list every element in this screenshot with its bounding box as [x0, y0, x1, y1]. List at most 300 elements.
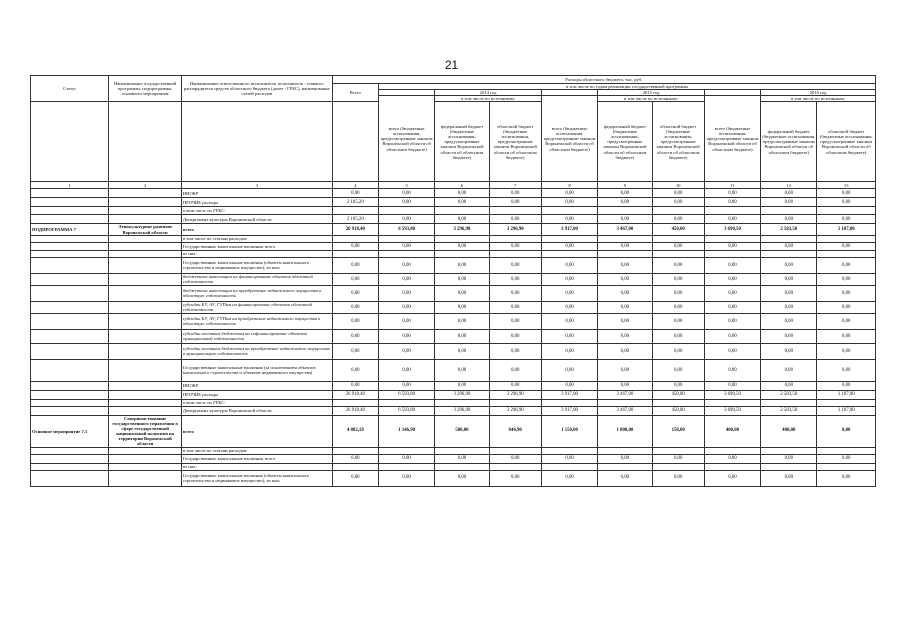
status-cell [31, 447, 109, 454]
value-cell: 3 296,90 [489, 406, 541, 415]
table-row [31, 235, 876, 242]
value-cell [489, 207, 541, 215]
program-name-cell [109, 301, 181, 313]
expense-item-cell: Департамент культуры Воронежской области [181, 406, 332, 415]
program-name-cell [109, 463, 181, 470]
value-cell: 0,00 [817, 343, 876, 359]
value-cell: 0,00 [704, 329, 760, 343]
status-cell [31, 470, 109, 486]
expense-item-cell: НИОКР [181, 381, 332, 390]
value-cell: 0,00 [378, 285, 434, 301]
program-name-cell [109, 207, 181, 215]
program-name-cell [109, 381, 181, 390]
value-cell: 0,00 [704, 343, 760, 359]
value-cell: 0,00 [817, 454, 876, 463]
value-cell: 3 296,90 [435, 406, 489, 415]
value-cell: 0,00 [598, 257, 652, 273]
column-number: 13 [817, 182, 876, 189]
value-cell: 0,00 [652, 343, 704, 359]
value-cell: 400,00 [761, 415, 817, 447]
header-status: Статус [31, 76, 109, 102]
value-cell [541, 447, 597, 454]
value-cell: 0,00 [541, 343, 597, 359]
value-cell: 646,90 [489, 415, 541, 447]
program-name-cell [109, 359, 181, 381]
value-cell: 0,00 [489, 343, 541, 359]
value-cell: 4 802,10 [332, 415, 378, 447]
value-cell [704, 463, 760, 470]
value-cell: 3 467,00 [598, 406, 652, 415]
value-cell: 0,00 [704, 359, 760, 381]
value-cell: 26 918,40 [332, 406, 378, 415]
column-number: 7 [489, 182, 541, 189]
header-expenses: Расходы областного бюджета, тыс. руб. [332, 76, 875, 84]
value-cell: 0,00 [541, 242, 597, 250]
value-cell: 0,00 [541, 198, 597, 207]
program-name-cell [109, 329, 181, 343]
value-cell [652, 207, 704, 215]
value-cell [489, 463, 541, 470]
value-cell: 0,00 [598, 215, 652, 224]
value-cell: 450,00 [652, 406, 704, 415]
value-cell: 0,00 [378, 470, 434, 486]
value-cell [598, 207, 652, 215]
value-cell: 0,00 [817, 242, 876, 250]
value-cell: 0,00 [489, 329, 541, 343]
value-cell: 0,00 [704, 301, 760, 313]
status-cell [31, 454, 109, 463]
value-cell: 2 583,50 [761, 406, 817, 415]
value-cell: 0,00 [598, 343, 652, 359]
value-cell: 0,00 [435, 285, 489, 301]
value-cell: 3 690,50 [704, 224, 760, 235]
status-cell [31, 313, 109, 329]
column-number: 1 [31, 182, 109, 189]
value-cell: 0,00 [378, 454, 434, 463]
value-cell [598, 399, 652, 406]
value-cell [652, 463, 704, 470]
value-cell: 0,00 [817, 273, 876, 285]
value-cell: 2 105,20 [332, 215, 378, 224]
value-cell: 0,00 [761, 215, 817, 224]
value-cell [817, 399, 876, 406]
expense-item-cell: Государственные капитальные вложения, всего [181, 454, 332, 463]
table-row [31, 313, 876, 329]
value-cell: 0,00 [652, 381, 704, 390]
table-row [31, 390, 876, 399]
value-cell: 3 296,90 [435, 390, 489, 399]
expense-item-cell: субсидии БУ, АУ, ГУПам на финансирование объектов областной собственности [181, 301, 332, 313]
value-cell [541, 235, 597, 242]
status-cell [31, 273, 109, 285]
value-cell: 0,00 [761, 257, 817, 273]
value-cell: 6 593,80 [378, 224, 434, 235]
status-cell [31, 301, 109, 313]
table-body [31, 189, 876, 486]
table-row [31, 242, 876, 250]
value-cell [704, 447, 760, 454]
value-cell: 0,00 [652, 257, 704, 273]
value-cell [761, 207, 817, 215]
expense-item-cell: субсидии местным бюджетам на приобретение недвижимого имущества в муниципальную собственность [181, 343, 332, 359]
header-src-all-2015: всего (бюджетные ассигнования, предусмотренные законом Воронежской области об областном бюджете) [541, 96, 597, 182]
value-cell: 0,00 [761, 343, 817, 359]
program-name-cell: Совершенствование государственного управления в сфере государственной национальной политики на территории Воронежской области [109, 415, 181, 447]
value-cell [704, 207, 760, 215]
expense-item-cell: из них: [181, 463, 332, 470]
expense-item-cell: Государственные капитальные вложения (объекты капитального строительства и недвижимое имущество), из них: [181, 257, 332, 273]
program-name-cell [109, 215, 181, 224]
value-cell: 0,00 [489, 215, 541, 224]
status-cell [31, 207, 109, 215]
status-cell [31, 242, 109, 250]
value-cell: 0,00 [704, 189, 760, 198]
status-cell [31, 285, 109, 301]
value-cell: 0,00 [332, 359, 378, 381]
value-cell: 0,00 [378, 329, 434, 343]
status-cell [31, 250, 109, 257]
header-executor-cont [181, 102, 332, 182]
value-cell: 0,00 [704, 215, 760, 224]
value-cell: 0,00 [761, 273, 817, 285]
program-name-cell [109, 454, 181, 463]
value-cell [652, 399, 704, 406]
table-row [31, 470, 876, 486]
expense-item-cell: Департамент культуры Воронежской области [181, 215, 332, 224]
value-cell [652, 235, 704, 242]
value-cell: 0,00 [652, 198, 704, 207]
value-cell [435, 250, 489, 257]
value-cell: 0,00 [435, 242, 489, 250]
value-cell [435, 235, 489, 242]
table-row [31, 406, 876, 415]
value-cell: 0,00 [761, 189, 817, 198]
table-row [31, 257, 876, 273]
value-cell: 0,00 [652, 454, 704, 463]
value-cell: 0,00 [435, 189, 489, 198]
status-cell [31, 390, 109, 399]
header-src-fed-2014: федеральный бюджет (бюджетные ассигнования, предусмотренные законом Воронежской области об областном бюджете) [435, 102, 489, 182]
value-cell [378, 235, 434, 242]
value-cell [817, 463, 876, 470]
expense-item-cell: в том числе по ГРБС: [181, 207, 332, 215]
header-2016: 2016 год [761, 90, 876, 96]
value-cell [435, 207, 489, 215]
value-cell: 0,00 [598, 454, 652, 463]
value-cell: 3 296,90 [435, 224, 489, 235]
value-cell [761, 463, 817, 470]
value-cell: 0,00 [541, 329, 597, 343]
value-cell: 0,00 [489, 470, 541, 486]
value-cell: 500,00 [435, 415, 489, 447]
value-cell: 0,00 [332, 343, 378, 359]
value-cell: 0,00 [435, 454, 489, 463]
value-cell: 450,00 [652, 390, 704, 399]
value-cell: 0,00 [817, 329, 876, 343]
value-cell [332, 207, 378, 215]
value-cell: 0,00 [598, 359, 652, 381]
value-cell: 0,00 [332, 189, 378, 198]
value-cell [332, 447, 378, 454]
value-cell: 0,00 [541, 257, 597, 273]
value-cell [598, 447, 652, 454]
header-2014: 2014 год [435, 90, 542, 96]
expense-item-cell: бюджетные инвестиции на финансирование объектов областной собственности [181, 273, 332, 285]
value-cell: 0,00 [652, 329, 704, 343]
value-cell: 0,00 [541, 189, 597, 198]
status-cell: ПОДПРОГРАММА 7 [31, 224, 109, 235]
program-name-cell [109, 399, 181, 406]
header-executor: Наименование ответственного исполнителя, исполнителя - главного распорядителя средств областного бюджета (далее - ГРБС), наименование статей расходов [181, 76, 332, 102]
value-cell: 0,00 [435, 301, 489, 313]
header-src-fed-2016: федеральный бюджет (бюджетные ассигнования, предусмотренные законом Воронежской области об областном бюджете) [761, 102, 817, 182]
program-name-cell [109, 343, 181, 359]
program-name-cell [109, 242, 181, 250]
value-cell: 0,00 [704, 285, 760, 301]
program-name-cell [109, 285, 181, 301]
table-row [31, 273, 876, 285]
expense-item-cell: субсидии БУ, АУ, ГУПам на приобретение недвижимого имущества в областную собственность [181, 313, 332, 329]
value-cell: 0,00 [761, 313, 817, 329]
value-cell: 0,00 [332, 242, 378, 250]
value-cell: 0,00 [598, 198, 652, 207]
status-cell [31, 381, 109, 390]
header-src-reg-2016: областной бюджет (бюджетные ассигнования, предусмотренные законом Воронежской области об областном бюджете) [817, 102, 876, 182]
table-row [31, 198, 876, 207]
expense-item-cell: бюджетные инвестиции на приобретение недвижимого имущества в областную собственность [181, 285, 332, 301]
value-cell: 0,00 [378, 343, 434, 359]
value-cell: 0,00 [704, 198, 760, 207]
value-cell [541, 463, 597, 470]
value-cell [378, 399, 434, 406]
value-cell: 0,00 [541, 273, 597, 285]
value-cell: 0,00 [378, 215, 434, 224]
value-cell: 0,00 [332, 273, 378, 285]
value-cell: 0,00 [489, 454, 541, 463]
expense-item-cell: ПРОЧИЕ расходы [181, 198, 332, 207]
value-cell: 0,00 [817, 198, 876, 207]
value-cell: 0,00 [598, 189, 652, 198]
value-cell: 3 296,90 [489, 390, 541, 399]
value-cell: 0,00 [704, 454, 760, 463]
value-cell: 26 918,40 [332, 390, 378, 399]
header-src-fed-2015: федеральный бюджет (бюджетные ассигнования, предусмотренные законом Воронежской области об областном бюджете) [598, 102, 652, 182]
expense-item-cell: субсидии местным бюджетам на софинансирование объектов муниципальной собственности [181, 329, 332, 343]
value-cell: 0,00 [652, 285, 704, 301]
status-cell [31, 463, 109, 470]
status-cell [31, 189, 109, 198]
value-cell [817, 207, 876, 215]
value-cell: 150,00 [652, 415, 704, 447]
value-cell: 3 690,50 [704, 406, 760, 415]
value-cell: 0,00 [761, 329, 817, 343]
value-cell: 0,00 [817, 215, 876, 224]
value-cell [489, 250, 541, 257]
value-cell: 0,00 [435, 343, 489, 359]
value-cell: 0,00 [761, 470, 817, 486]
value-cell: 0,00 [652, 470, 704, 486]
header-sources-2015: в том числе по источникам: [598, 96, 705, 102]
header-total-cont [332, 102, 378, 182]
column-number: 9 [598, 182, 652, 189]
expense-item-cell: в том числе по статьям расходов: [181, 235, 332, 242]
value-cell: 0,00 [598, 285, 652, 301]
header-sources-2016: в том числе по источникам: [761, 96, 876, 102]
column-number: 12 [761, 182, 817, 189]
value-cell [541, 250, 597, 257]
value-cell: 0,00 [541, 359, 597, 381]
value-cell: 3 917,00 [541, 406, 597, 415]
value-cell: 0,00 [489, 381, 541, 390]
value-cell: 0,00 [652, 273, 704, 285]
program-name-cell [109, 250, 181, 257]
value-cell: 3 917,00 [541, 390, 597, 399]
value-cell [704, 235, 760, 242]
column-number: 11 [704, 182, 760, 189]
column-number: 10 [652, 182, 704, 189]
table-row [31, 285, 876, 301]
value-cell: 0,00 [332, 381, 378, 390]
value-cell: 0,00 [378, 242, 434, 250]
program-name-cell [109, 470, 181, 486]
program-name-cell [109, 235, 181, 242]
column-number: 8 [541, 182, 597, 189]
value-cell [704, 399, 760, 406]
value-cell: 3 467,00 [598, 224, 652, 235]
column-number: 6 [435, 182, 489, 189]
value-cell: 0,00 [704, 273, 760, 285]
table-row [31, 359, 876, 381]
value-cell: 0,00 [817, 257, 876, 273]
value-cell: 0,00 [704, 470, 760, 486]
value-cell: 3 917,00 [541, 224, 597, 235]
value-cell [378, 250, 434, 257]
value-cell [761, 399, 817, 406]
status-cell [31, 406, 109, 415]
expense-item-cell: всего [181, 224, 332, 235]
status-cell [31, 198, 109, 207]
column-numbers-row [31, 182, 876, 189]
value-cell: 0,00 [598, 313, 652, 329]
value-cell: 0,00 [435, 470, 489, 486]
value-cell: 0,00 [489, 359, 541, 381]
table-row [31, 215, 876, 224]
value-cell [652, 250, 704, 257]
value-cell [435, 447, 489, 454]
value-cell: 0,00 [598, 273, 652, 285]
value-cell [817, 250, 876, 257]
value-cell: 6 593,80 [378, 406, 434, 415]
value-cell: 0,00 [489, 313, 541, 329]
value-cell: 0,00 [489, 301, 541, 313]
column-number: 4 [332, 182, 378, 189]
expense-item-cell: в том числе по статьям расходов: [181, 447, 332, 454]
value-cell: 0,00 [652, 242, 704, 250]
value-cell [652, 447, 704, 454]
value-cell: 1 107,00 [817, 224, 876, 235]
value-cell: 0,00 [761, 359, 817, 381]
value-cell [378, 207, 434, 215]
header-status-cont [31, 102, 109, 182]
value-cell [817, 447, 876, 454]
value-cell: 0,00 [541, 454, 597, 463]
expense-item-cell: Государственные капитальные вложения (за исключением объектов капитального строительства и объектов недвижимого имущества) [181, 359, 332, 381]
value-cell: 0,00 [435, 198, 489, 207]
program-name-cell [109, 390, 181, 399]
expense-item-cell: НИОКР [181, 189, 332, 198]
value-cell: 0,00 [652, 189, 704, 198]
value-cell [598, 250, 652, 257]
table-row [31, 343, 876, 359]
value-cell: 0,00 [378, 381, 434, 390]
status-cell [31, 215, 109, 224]
value-cell: 0,00 [332, 301, 378, 313]
value-cell [761, 250, 817, 257]
value-cell: 0,00 [704, 381, 760, 390]
table-row [31, 415, 876, 447]
value-cell: 0,00 [652, 359, 704, 381]
value-cell: 0,00 [435, 257, 489, 273]
column-number: 3 [181, 182, 332, 189]
value-cell [541, 399, 597, 406]
value-cell: 0,00 [817, 313, 876, 329]
header-sources-2014: в том числе по источникам: [435, 96, 542, 102]
budget-table [30, 75, 876, 487]
value-cell: 0,00 [704, 257, 760, 273]
value-cell: 450,00 [652, 224, 704, 235]
value-cell: 2 583,50 [761, 390, 817, 399]
header-src-all-2014: всего (бюджетные ассигнования, предусмотренные законом Воронежской области об областном бюджете) [378, 96, 434, 182]
column-number: 2 [109, 182, 181, 189]
header-program-name: Наименование государственной программы, подпрограммы, основного мероприятия [109, 76, 181, 102]
expense-item-cell: в том числе по ГРБС: [181, 399, 332, 406]
value-cell: 6 593,80 [378, 390, 434, 399]
value-cell: 0,00 [332, 257, 378, 273]
header-total: Всего [332, 84, 378, 102]
value-cell [332, 235, 378, 242]
table-row [31, 301, 876, 313]
value-cell: 1 107,00 [817, 406, 876, 415]
table-row [31, 454, 876, 463]
value-cell: 0,00 [541, 381, 597, 390]
value-cell: 26 918,40 [332, 224, 378, 235]
value-cell: 0,00 [378, 359, 434, 381]
value-cell: 0,00 [652, 301, 704, 313]
value-cell: 0,00 [817, 301, 876, 313]
table-row [31, 381, 876, 390]
table-row [31, 399, 876, 406]
value-cell: 0,00 [761, 301, 817, 313]
value-cell: 400,00 [704, 415, 760, 447]
value-cell: 0,00 [541, 470, 597, 486]
value-cell: 0,00 [332, 454, 378, 463]
program-name-cell [109, 189, 181, 198]
status-cell: Основное мероприятие 7.1 [31, 415, 109, 447]
program-name-cell [109, 447, 181, 454]
value-cell: 0,00 [489, 198, 541, 207]
value-cell: 0,00 [817, 285, 876, 301]
value-cell: 0,00 [761, 242, 817, 250]
value-cell: 0,00 [652, 313, 704, 329]
value-cell: 1 000,00 [598, 415, 652, 447]
value-cell: 0,00 [704, 242, 760, 250]
value-cell: 0,00 [435, 273, 489, 285]
program-name-cell [109, 313, 181, 329]
value-cell: 0,00 [489, 273, 541, 285]
program-name-cell [109, 273, 181, 285]
value-cell [541, 207, 597, 215]
value-cell: 0,00 [332, 470, 378, 486]
